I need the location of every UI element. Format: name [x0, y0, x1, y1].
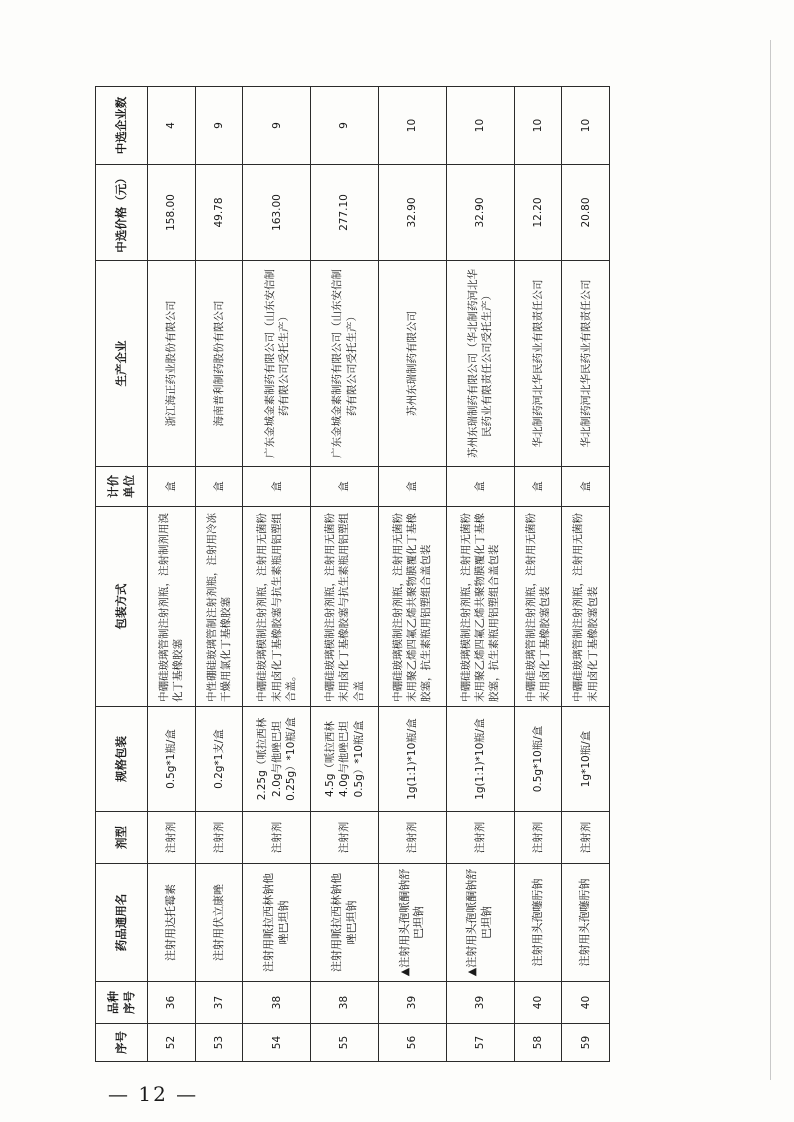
cell-drug-name: 注射用伏立康唑 — [195, 864, 243, 982]
cell-dosage-form: 注射剂 — [562, 812, 610, 864]
table-row — [378, 87, 446, 1062]
cell-seq: 58 — [514, 1024, 562, 1062]
cell-variety-no: 36 — [148, 982, 196, 1024]
cell-dosage-form: 注射剂 — [446, 812, 514, 864]
table-row — [148, 87, 196, 1062]
cell-specification: 0.5g*1瓶/盒 — [148, 707, 196, 812]
cell-price: 49.78 — [195, 165, 243, 261]
cell-price: 158.00 — [148, 165, 196, 261]
cell-packaging: 中硼硅玻璃管制注射剂瓶，注射制剂用溴化丁基橡胶塞 — [148, 507, 196, 707]
table-row — [562, 87, 610, 1062]
table-row — [446, 87, 514, 1062]
procurement-results-table — [95, 86, 610, 1062]
cell-seq: 57 — [446, 1024, 514, 1062]
cell-dosage-form: 注射剂 — [195, 812, 243, 864]
cell-packaging: 中硼硅玻璃模制注射剂瓶，注射用无菌粉末用聚乙烯四氟乙烯共聚物膜覆化丁基橡胶塞，抗生素瓶用铝塑组合盖包装 — [446, 507, 514, 707]
cell-manufacturer: 苏州东瑞制药有限公司 — [378, 261, 446, 467]
cell-drug-name: ▲注射用头孢哌酮钠舒巴坦钠 — [378, 864, 446, 982]
cell-unit: 盒 — [562, 467, 610, 507]
cell-manufacturer: 海南普利制药股份有限公司 — [195, 261, 243, 467]
cell-manufacturer: 华北制药河北华民药业有限责任公司 — [562, 261, 610, 467]
cell-variety-no: 38 — [311, 982, 379, 1024]
cell-specification: 1g(1:1)*10瓶/盒 — [378, 707, 446, 812]
cell-dosage-form: 注射剂 — [243, 812, 311, 864]
cell-dosage-form: 注射剂 — [311, 812, 379, 864]
cell-drug-name: 注射用哌拉西林钠他唑巴坦钠 — [243, 864, 311, 982]
cell-company-count: 10 — [514, 87, 562, 165]
cell-seq: 53 — [195, 1024, 243, 1062]
cell-manufacturer: 广东金城金素制药有限公司（山东安信制药有限公司受托生产） — [243, 261, 311, 467]
header-seq: 序号 — [96, 1024, 148, 1062]
cell-drug-name: 注射用头孢噻肟钠 — [562, 864, 610, 982]
cell-drug-name: 注射用哌拉西林钠他唑巴坦钠 — [311, 864, 379, 982]
cell-packaging: 中硼硅玻璃模制注射剂瓶，注射用无菌粉末用卤化丁基橡胶塞与抗生素瓶用铝塑组合盖 — [311, 507, 379, 707]
cell-variety-no: 38 — [243, 982, 311, 1024]
cell-dosage-form: 注射剂 — [148, 812, 196, 864]
cell-price: 277.10 — [311, 165, 379, 261]
cell-unit: 盒 — [148, 467, 196, 507]
cell-variety-no: 37 — [195, 982, 243, 1024]
cell-dosage-form: 注射剂 — [378, 812, 446, 864]
cell-variety-no: 39 — [446, 982, 514, 1024]
cell-unit: 盒 — [514, 467, 562, 507]
cell-specification: 0.2g*1支/盒 — [195, 707, 243, 812]
cell-specification: 1g(1:1)*10瓶/盒 — [446, 707, 514, 812]
cell-seq: 54 — [243, 1024, 311, 1062]
cell-price: 20.80 — [562, 165, 610, 261]
cell-dosage-form: 注射剂 — [514, 812, 562, 864]
cell-unit: 盒 — [311, 467, 379, 507]
rotated-table-page — [95, 87, 610, 1062]
cell-manufacturer: 浙江海正药业股份有限公司 — [148, 261, 196, 467]
cell-specification: 1g*10瓶/盒 — [562, 707, 610, 812]
cell-price: 32.90 — [446, 165, 514, 261]
cell-specification: 0.5g*10瓶/盒 — [514, 707, 562, 812]
cell-price: 12.20 — [514, 165, 562, 261]
table-row — [514, 87, 562, 1062]
scan-margin-line — [770, 40, 771, 1080]
cell-company-count: 9 — [243, 87, 311, 165]
cell-packaging: 中硼硅玻璃管制注射剂瓶，注射用无菌粉末用卤化丁基橡胶塞包装 — [514, 507, 562, 707]
cell-manufacturer: 苏州东瑞制药有限公司（华北制药河北华民药业有限责任公司受托生产） — [446, 261, 514, 467]
cell-unit: 盒 — [446, 467, 514, 507]
cell-variety-no: 40 — [514, 982, 562, 1024]
cell-drug-name: ▲注射用头孢哌酮钠舒巴坦钠 — [446, 864, 514, 982]
cell-price: 32.90 — [378, 165, 446, 261]
cell-company-count: 4 — [148, 87, 196, 165]
cell-packaging: 中硼硅玻璃模制注射剂瓶，注射用无菌粉末用聚乙烯四氟乙烯共聚物膜覆化丁基橡胶塞，抗生素瓶用铝塑组合盖包装 — [378, 507, 446, 707]
cell-unit: 盒 — [243, 467, 311, 507]
cell-packaging: 中性硼硅玻璃管制注射剂瓶，注射用冷冻干燥用氯化丁基橡胶塞 — [195, 507, 243, 707]
table-row — [195, 87, 243, 1062]
cell-variety-no: 39 — [378, 982, 446, 1024]
cell-variety-no: 40 — [562, 982, 610, 1024]
cell-company-count: 10 — [446, 87, 514, 165]
cell-packaging: 中硼硅玻璃管制注射剂瓶，注射用无菌粉末用卤化丁基橡胶塞包装 — [562, 507, 610, 707]
cell-company-count: 9 — [195, 87, 243, 165]
cell-price: 163.00 — [243, 165, 311, 261]
cell-seq: 55 — [311, 1024, 379, 1062]
header-drug-name: 药品通用名 — [96, 864, 148, 982]
cell-drug-name: 注射用头孢噻肟钠 — [514, 864, 562, 982]
header-dosage-form: 剂型 — [96, 812, 148, 864]
cell-manufacturer: 广东金城金素制药有限公司（山东安信制药有限公司受托生产） — [311, 261, 379, 467]
table-row — [243, 87, 311, 1062]
cell-specification: 2.25g（哌拉西林2.0g与他唑巴坦0.25g）*10瓶/盒 — [243, 707, 311, 812]
cell-seq: 52 — [148, 1024, 196, 1062]
cell-packaging: 中硼硅玻璃模制注射剂瓶，注射用无菌粉末用卤化丁基橡胶塞与抗生素瓶用铝塑组合盖。 — [243, 507, 311, 707]
cell-company-count: 10 — [378, 87, 446, 165]
cell-drug-name: 注射用达托霉素 — [148, 864, 196, 982]
cell-unit: 盒 — [378, 467, 446, 507]
cell-unit: 盒 — [195, 467, 243, 507]
cell-company-count: 10 — [562, 87, 610, 165]
header-price: 中选价格（元） — [96, 165, 148, 261]
cell-manufacturer: 华北制药河北华民药业有限责任公司 — [514, 261, 562, 467]
table-row — [311, 87, 379, 1062]
cell-seq: 59 — [562, 1024, 610, 1062]
table-header-row — [96, 87, 148, 1062]
header-specification: 规格包装 — [96, 707, 148, 812]
header-company-count: 中选企业数 — [96, 87, 148, 165]
cell-seq: 56 — [378, 1024, 446, 1062]
header-packaging: 包装方式 — [96, 507, 148, 707]
header-variety-no: 品种序号 — [96, 982, 148, 1024]
cell-company-count: 9 — [311, 87, 379, 165]
header-unit: 计价单位 — [96, 467, 148, 507]
cell-specification: 4.5g（哌拉西林4.0g与他唑巴坦0.5g）*10瓶/盒 — [311, 707, 379, 812]
page-number: — 12 — — [108, 1082, 199, 1106]
header-manufacturer: 生产企业 — [96, 261, 148, 467]
